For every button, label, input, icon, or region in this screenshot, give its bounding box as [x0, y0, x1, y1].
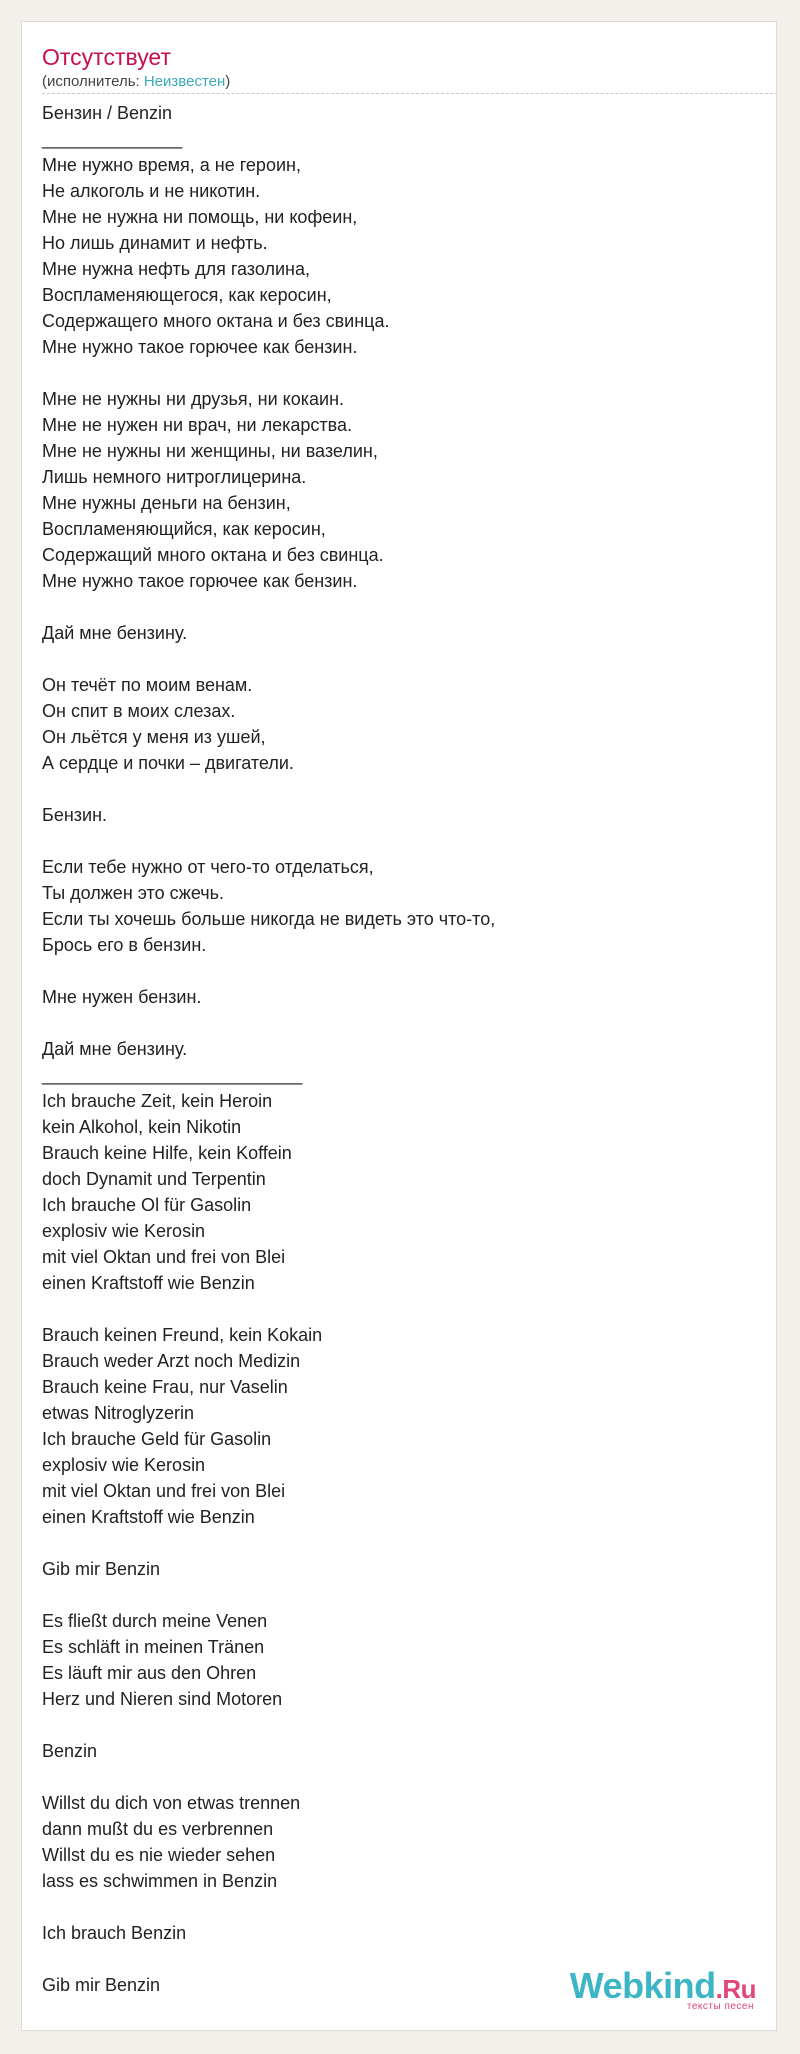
artist-suffix: )	[225, 73, 231, 90]
lyrics-card	[21, 21, 777, 2031]
webkind-logo[interactable]	[569, 1965, 756, 2012]
logo-tld: .Ru	[715, 1974, 756, 2004]
logo-name: Webkind	[569, 1965, 716, 2006]
logo-wordmark	[570, 1965, 756, 2006]
artist-link[interactable]: Неизвестен	[143, 73, 226, 90]
header-divider	[42, 93, 777, 94]
lyrics-text: Бензин / Benzin ______________ Мне нужно время, а не героин, Не алкоголь и не никотин. Мне не нужна ни помощь, ни кофеин, Но лишь динамит и нефть. Мне нужна нефть для газолина, Воспламеняющегося, как керосин, Содержащего много октана и без свинца. Мне нужно такое горючее как бензин. Мне не нужны ни друзья, ни кокаин. Мне не нужен ни врач, ни лекарства. Мне не нужны ни женщины, ни вазелин, Лишь немного нитроглицерина. Мне нужны деньги на бензин, Воспламеняющийся, как керосин, Содержащий много октана и без свинца. Мне нужно такое горючее как бензин. Дай мне бензину. Он течёт по моим венам. Он спит в моих слезах. Он льётся у меня из ушей, А сердце и почки – двигатели. Бензин. Если тебе нужно от чего-то отделаться, Ты должен это сжечь. Если ты хочешь больше никогда не видеть это что-то, Брось его в бензин. Мне нужен бензин. Дай мне бензину. __________________________ Ich brauche Zeit, kein Heroin kein Alkohol, kein Nikotin Brauch keine Hilfe, kein Koffein doch Dynamit und Terpentin Ich brauche Ol für Gasolin explosiv wie Kerosin mit viel Oktan und frei von Blei einen Kraftstoff wie Benzin Brauch keinen Freund, kein Kokain Brauch weder Arzt noch Medizin Brauch keine Frau, nur Vaselin etwas Nitroglyzerin Ich brauche Geld für Gasolin explosiv wie Kerosin mit viel Oktan und frei von Blei einen Kraftstoff wie Benzin Gib mir Benzin Es fließt durch meine Venen Es schläft in meinen Tränen Es läuft mir aus den Ohren Herz und Nieren sind Motoren Benzin Willst du dich von etwas trennen dann mußt du es verbrennen Willst du es nie wieder sehen lass es schwimmen in Benzin Ich brauch Benzin Gib mir Benzin	[42, 103, 496, 1995]
logo-tagline: тексты песен	[686, 2001, 754, 2012]
song-title: Отсутствует	[42, 44, 171, 70]
artist-prefix: (исполнитель:	[42, 73, 144, 90]
artist-line	[42, 73, 230, 91]
